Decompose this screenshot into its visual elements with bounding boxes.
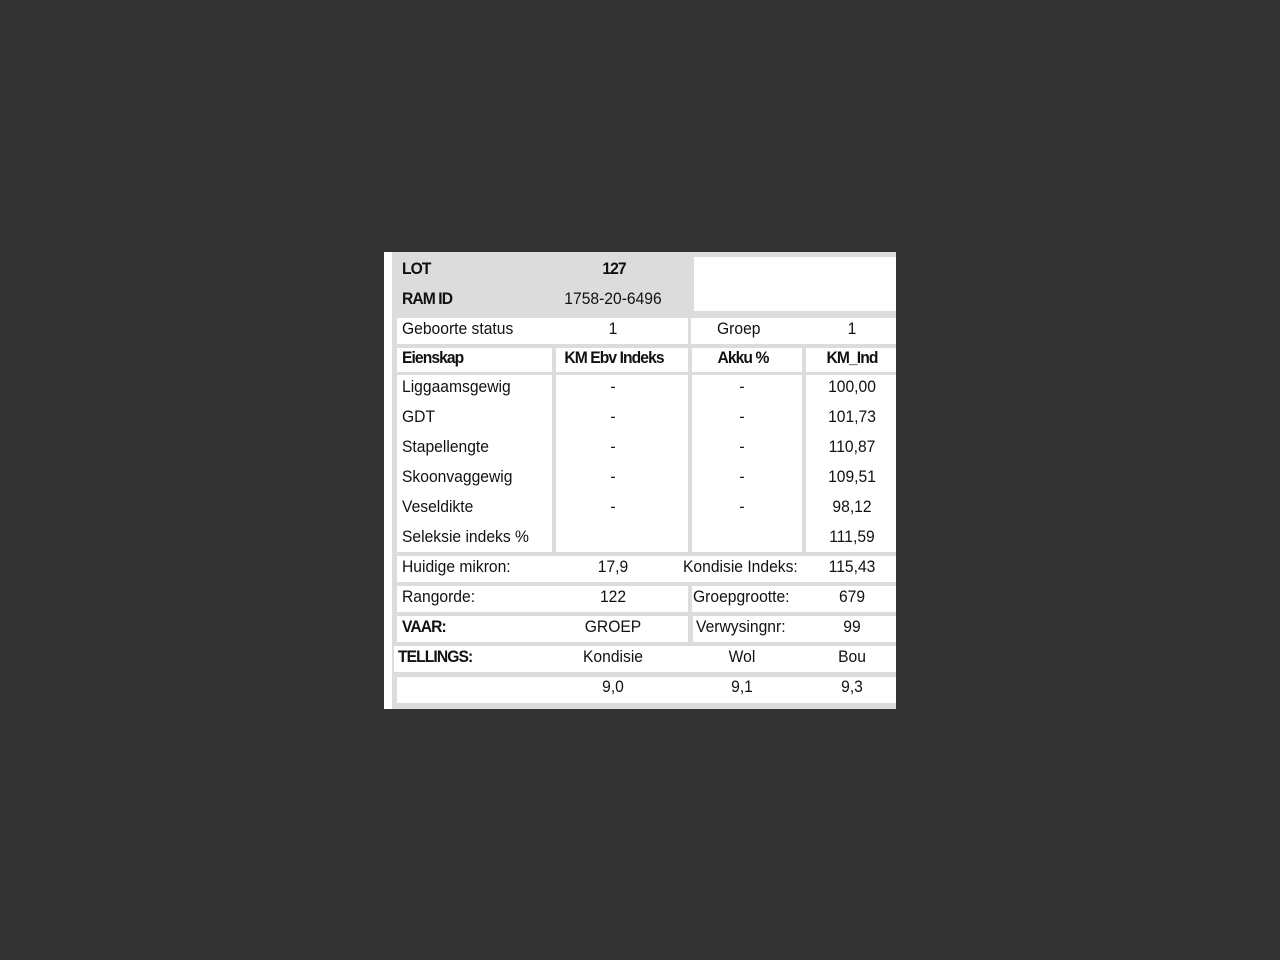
tellings-build-value: 9,3: [841, 677, 863, 696]
header-trait: Eienskap: [402, 348, 464, 367]
trait-km-ind: 110,87: [828, 437, 876, 456]
tellings-build-header: Bou: [838, 647, 866, 666]
tellings-wool-value: 9,1: [731, 677, 753, 696]
ram-id-value: 1758-20-6496: [564, 289, 662, 308]
vaar-label: VAAR:: [402, 617, 446, 636]
group-label: Groep: [717, 319, 761, 338]
ram-id-label: RAM ID: [402, 289, 453, 308]
group-size-value: 679: [838, 587, 866, 606]
micron-label: Huidige mikron:: [402, 557, 511, 576]
trait-km-ind: 101,73: [828, 407, 876, 426]
trait-km-ebv: -: [610, 437, 616, 456]
condition-index-value: 115,43: [828, 557, 876, 576]
km-ind-column: [806, 375, 896, 552]
trait-km-ebv: -: [610, 467, 616, 486]
acc-column: [692, 375, 802, 552]
tellings-condition-value: 9,0: [602, 677, 624, 696]
trait-km-ebv: -: [610, 497, 616, 516]
lot-value: 127: [602, 259, 626, 278]
trait-km-ebv: -: [610, 407, 616, 426]
km-ebv-column: [556, 375, 688, 552]
micron-value: 17,9: [597, 557, 629, 576]
rank-value: 122: [599, 587, 627, 606]
header-km-ebv: KM Ebv Indeks: [564, 348, 664, 367]
tellings-condition-header: Kondisie: [582, 647, 644, 666]
blank-box: [694, 257, 896, 311]
tellings-wool-header: Wol: [728, 647, 756, 666]
vaar-value: GROEP: [584, 617, 642, 636]
rank-label: Rangorde:: [402, 587, 476, 606]
header-km-ind: KM_Ind: [826, 348, 878, 367]
trait-name: Seleksie indeks %: [402, 527, 529, 546]
trait-km-ind: 111,59: [829, 527, 875, 546]
reference-label: Verwysingnr:: [696, 617, 786, 636]
group-size-label: Groepgrootte:: [693, 587, 790, 606]
birth-status-value: 1: [608, 319, 618, 338]
trait-name: Liggaamsgewig: [402, 377, 511, 396]
trait-acc: -: [739, 377, 745, 396]
trait-km-ind: 109,51: [828, 467, 876, 486]
tellings-values-row: [397, 677, 896, 703]
trait-acc: -: [739, 497, 745, 516]
trait-acc: -: [739, 437, 745, 456]
lot-label: LOT: [402, 259, 431, 278]
trait-name: Veseldikte: [402, 497, 474, 516]
condition-index-label: Kondisie Indeks:: [683, 557, 798, 576]
trait-km-ebv: -: [610, 377, 616, 396]
birth-status-label: Geboorte status: [402, 319, 514, 338]
card-left-edge: [384, 252, 392, 709]
trait-name: Skoonvaggewig: [402, 467, 513, 486]
header-acc: Akku %: [717, 348, 769, 367]
reference-value: 99: [843, 617, 861, 636]
trait-name: Stapellengte: [402, 437, 489, 456]
trait-names-column: [397, 375, 552, 552]
trait-km-ind: 98,12: [832, 497, 872, 516]
trait-acc: -: [739, 467, 745, 486]
trait-acc: -: [739, 407, 745, 426]
trait-km-ind: 100,00: [828, 377, 876, 396]
trait-name: GDT: [402, 407, 436, 426]
ram-evaluation-card: [384, 252, 896, 709]
tellings-label: TELLINGS:: [398, 647, 473, 666]
group-value: 1: [847, 319, 857, 338]
